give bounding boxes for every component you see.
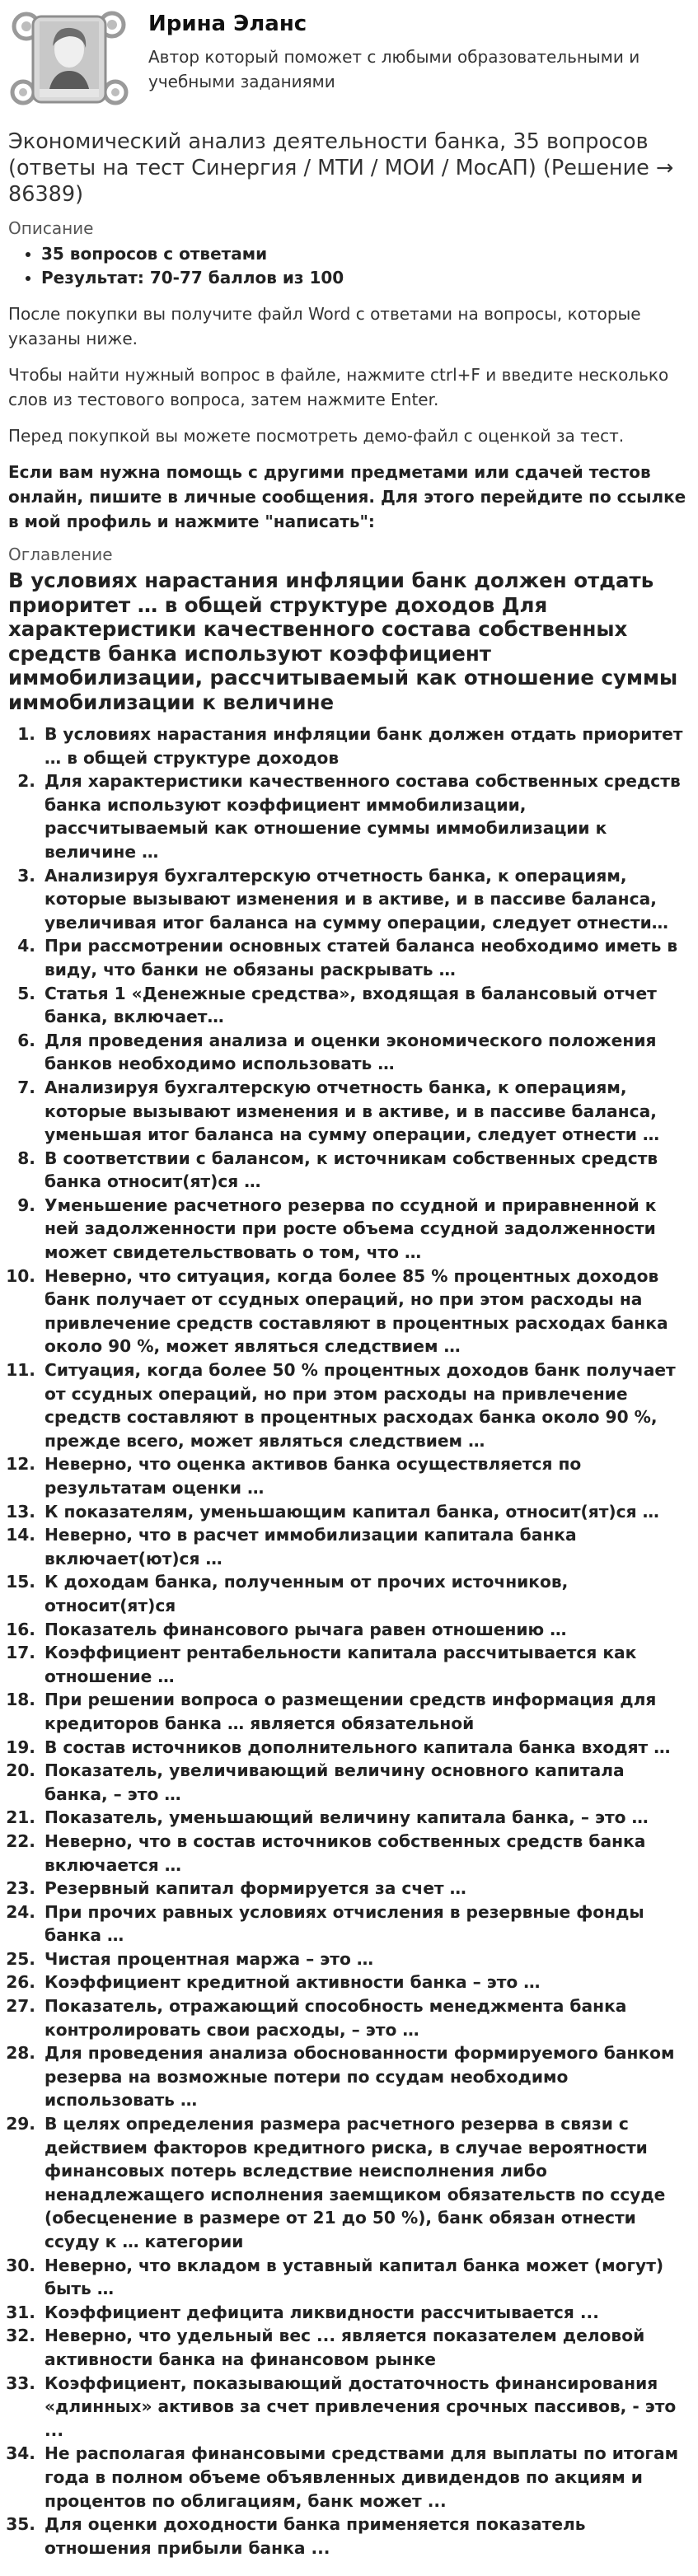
question-item: 13. К показателям, уменьшающим капитал банка, относит(ят)ся … — [41, 1500, 690, 1524]
summary-item: • Результат: 70-77 баллов из 100 — [41, 266, 690, 290]
question-item: 34. Не располагая финансовыми средствами для выплаты по итогам года в полном объеме объявленных дивидендов по акциям и процентов по облигациям, банк может ... — [41, 2442, 690, 2513]
question-item: 8. В соответствии с балансом, к источникам собственных средств банка относит(ят)ся … — [41, 1147, 690, 1194]
question-item: 35. Для оценки доходности банка применяется показатель отношения прибыли банка ... — [41, 2513, 690, 2560]
question-item: 15. К доходам банка, полученным от прочих источников, относит(ят)ся — [41, 1570, 690, 1617]
avatar-image — [8, 7, 130, 110]
question-item: 17. Коэффициент рентабельности капитала рассчитывается как отношение … — [41, 1641, 690, 1688]
question-item: 3. Анализируя бухгалтерскую отчетность банка, к операциям, которые вызывают изменения и в активе, и в пассиве баланса, увеличивая итог баланса на сумму операции, следует отнести… — [41, 864, 690, 935]
question-item: 10. Неверно, что ситуация, когда более 85 % процентных доходов банк получает от ссудных операций, но при этом расходы на привлечение средств составляют в процентных расходах банка около 90 %, может являться следствием … — [41, 1265, 690, 1358]
question-item: 9. Уменьшение расчетного резерва по ссудной и приравненной к ней задолженности при росте объема ссудной задолженности может свидетельствовать о том, что … — [41, 1194, 690, 1265]
question-item: 2. Для характеристики качественного состава собственных средств банка используют коэффициент иммобилизации, рассчитываемый как отношение суммы иммобилизации к величине … — [41, 769, 690, 863]
author-card[interactable] — [8, 7, 690, 120]
question-item: 33. Коэффициент, показывающий достаточность финансирования «длинных» активов за счет привлечения срочных пассивов, - это ... — [41, 2372, 690, 2443]
question-item: 14. Неверно, что в расчет иммобилизации капитала банка включает(ют)ся … — [41, 1523, 690, 1570]
description-paragraph: Чтобы найти нужный вопрос в файле, нажмите ctrl+F и введите несколько слов из тестового вопроса, затем нажмите Enter. — [8, 365, 669, 409]
question-item: 4. При рассмотрении основных статей баланса необходимо иметь в виду, что банки не обязаны раскрывать … — [41, 934, 690, 981]
summary-item: • 35 вопросов с ответами — [41, 242, 690, 266]
question-item: 19. В состав источников дополнительного капитала банка входят … — [41, 1736, 690, 1760]
product-title: Экономический анализ деятельности банка, 35 вопросов (ответы на тест Синергия / МТИ / МОИ / МосАП) (Решение → 86389) — [8, 129, 674, 207]
question-item: 6. Для проведения анализа и оценки экономического положения банков необходимо использовать … — [41, 1029, 690, 1076]
question-item: 24. При прочих равных условиях отчисления в резервные фонды банка … — [41, 1900, 690, 1947]
description-paragraph: Перед покупкой вы можете посмотреть демо-файл с оценкой за тест. — [8, 426, 625, 446]
question-item: 11. Ситуация, когда более 50 % процентных доходов банк получает от ссудных операций, но при этом расходы на привлечение средств составляют в процентных расходах банка около 90 %, прежде всего, может являться следствием … — [41, 1358, 690, 1452]
question-item: 26. Коэффициент кредитной активности банка – это … — [41, 1971, 690, 1994]
question-item: 27. Показатель, отражающий способность менеджмента банка контролировать свои расходы, – это … — [41, 1994, 690, 2041]
contact-paragraph: Если вам нужна помощь с другими предметами или сдачей тестов онлайн, пишите в личные сообщения. Для этого перейдите по ссылке в мой профиль и нажмите "написать": — [8, 462, 686, 531]
question-item: 1. В условиях нарастания инфляции банк должен отдать приоритет … в общей структуре доходов — [41, 722, 690, 769]
questions-list — [8, 722, 690, 2560]
question-item: 18. При решении вопроса о размещении средств информация для кредиторов банка … является обязательной — [41, 1688, 690, 1735]
question-item: 7. Анализируя бухгалтерскую отчетность банка, к операциям, которые вызывают изменения и в активе, и в пассиве баланса, уменьшая итог баланса на сумму операции, следует отнести … — [41, 1076, 690, 1147]
description-label: Описание — [8, 218, 94, 238]
toc-label: Оглавление — [8, 545, 113, 564]
question-item: 12. Неверно, что оценка активов банка осуществляется по результатам оценки … — [41, 1452, 690, 1499]
question-item: 22. Неверно, что в состав источников собственных средств банка включается … — [41, 1830, 690, 1877]
question-item: 29. В целях определения размера расчетного резерва в связи с действием факторов кредитного риска, в случае вероятности финансовых потерь вследствие неисполнения либо ненадлежащего исполнения заемщиком обязательств по ссуде (обесценение в размере от 21 до 50 %), банк обязан отнести ссуду к … категории — [41, 2112, 690, 2254]
question-item: 20. Показатель, увеличивающий величину основного капитала банка, – это … — [41, 1759, 690, 1806]
question-item: 21. Показатель, уменьшающий величину капитала банка, – это … — [41, 1806, 690, 1830]
question-item: 16. Показатель финансового рычага равен отношению … — [41, 1618, 690, 1642]
question-item: 23. Резервный капитал формируется за счет … — [41, 1877, 690, 1900]
toc-heading: В условиях нарастания инфляции банк должен отдать приоритет … в общей структуре доходов Для характеристики качественного состава собственных средств банка используют коэффициент иммобилизации, рассчитываемый как отношение суммы иммобилизации к величине — [8, 568, 678, 714]
author-name[interactable]: Ирина Эланс — [148, 12, 307, 36]
question-item: 5. Статья 1 «Денежные средства», входящая в балансовый отчет банка, включает… — [41, 982, 690, 1029]
question-item: 25. Чистая процентная маржа – это … — [41, 1947, 690, 1971]
author-description: Автор который поможет с любыми образовательными и учебными заданиями — [148, 47, 640, 91]
question-item: 30. Неверно, что вкладом в уставный капитал банка может (могут) быть … — [41, 2254, 690, 2301]
summary-list — [8, 242, 690, 290]
description-paragraph: После покупки вы получите файл Word с ответами на вопросы, которые указаны ниже. — [8, 304, 641, 348]
avatar[interactable] — [8, 7, 130, 110]
question-item: 28. Для проведения анализа обоснованности формируемого банком резерва на возможные потери по ссудам необходимо использовать … — [41, 2041, 690, 2112]
question-item: 31. Коэффициент дефицита ликвидности рассчитывается ... — [41, 2301, 690, 2325]
question-item: 32. Неверно, что удельный вес ... является показателем деловой активности банка на финансовом рынке — [41, 2324, 690, 2371]
